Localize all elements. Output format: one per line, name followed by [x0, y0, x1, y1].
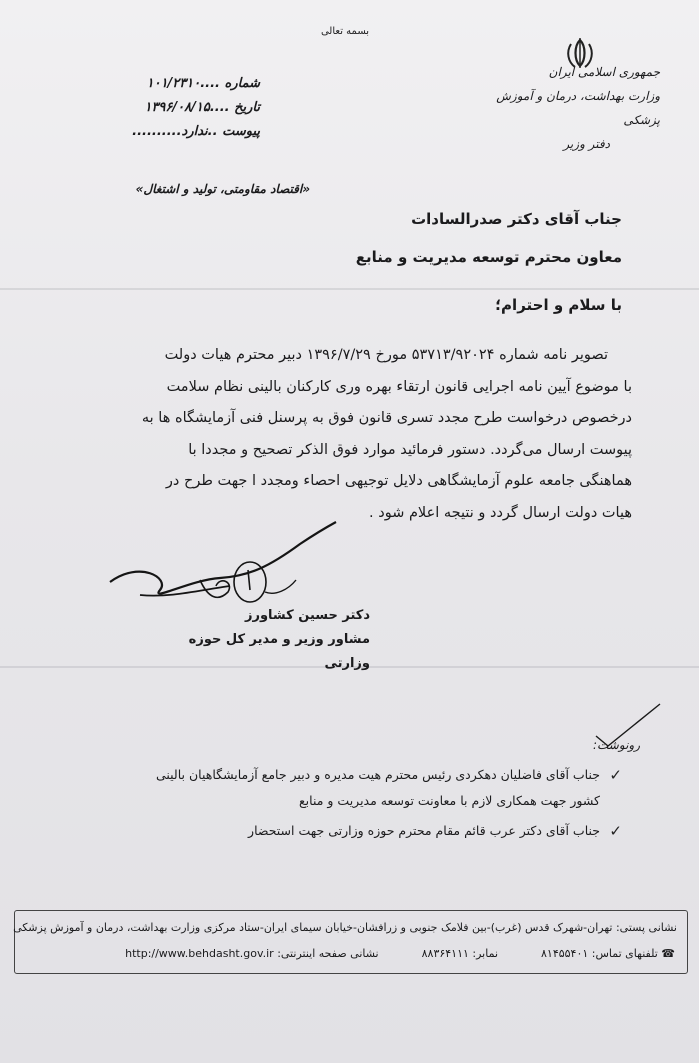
- letter-body: [62, 340, 632, 529]
- phone-icon: ☎: [661, 947, 675, 960]
- check-icon: ✓: [609, 766, 622, 784]
- footer-contacts: [25, 947, 675, 960]
- slogan: «اقتصاد مقاومتی، تولید و اشتغال»: [135, 182, 310, 196]
- phone-label: تلفنهای تماس:: [591, 947, 658, 960]
- signature-block: [150, 604, 370, 676]
- copy-item: [60, 762, 622, 814]
- footer-address: نشانی پستی: تهران-شهرک قدس (غرب)-بین فلامک جنوبی و زرافشان-خیابان سیمای ایران-ستاد مرکزی وزارت بهداشت، درمان و آموزش پزشکی: [13, 921, 677, 934]
- signer-title: مشاور وزیر و مدیر کل حوزه وزارتی: [188, 632, 370, 671]
- copy-item-line: جناب آقای دکتر عرب قائم مقام محترم حوزه وزارتی جهت استحضار: [248, 823, 600, 838]
- copy-item: [60, 818, 622, 844]
- body-line: درخصوص درخواست طرح مجدد تسری قانون فوق به پرسنل فنی آزمایشگاه ها به: [141, 410, 632, 426]
- ministry-letterhead: [470, 60, 660, 156]
- ministry-line: دفتر وزیر: [563, 137, 610, 151]
- copy-item-line: کشور جهت همکاری لازم با معاونت توسعه مدیریت و منابع: [299, 793, 600, 808]
- besmele-heading: بسمه تعالی: [320, 26, 370, 37]
- body-line: هماهنگی جامعه علوم آزمایشگاهی دلایل توجیهی احصاء ومجدد ا جهت طرح در: [165, 473, 632, 489]
- body-line: با موضوع آیین نامه اجرایی قانون ارتقاء بهره وری کارکنان بالینی نظام سلامت: [166, 378, 632, 395]
- fax-label: نمابر:: [472, 947, 498, 960]
- copies-heading: رونوشت:: [592, 738, 640, 752]
- check-icon: ✓: [609, 822, 622, 840]
- signer-name: دکتر حسین کشاورز: [245, 608, 370, 623]
- website-link[interactable]: http://www.behdasht.gov.ir: [125, 947, 274, 960]
- ministry-line: وزارت بهداشت، درمان و آموزش پزشکی: [496, 89, 660, 127]
- phone-number: ۸۱۴۵۵۴۰۱: [541, 947, 589, 960]
- greeting: با سلام و احترام؛: [495, 296, 622, 314]
- fax-number: ۸۸۳۶۴۱۱۱: [421, 947, 469, 960]
- ministry-line: جمهوری اسلامی ایران: [548, 65, 660, 79]
- footer-address-box: [14, 910, 688, 974]
- paper-fold: [0, 288, 699, 290]
- copy-item-line: جناب آقای فاضلیان دهکردی رئیس محترم هیت مدیره و دبیر جامع آزمایشگاهیان بالینی: [155, 767, 600, 782]
- body-line: هیات دولت ارسال گردد و نتیجه اعلام شود .: [369, 504, 632, 521]
- body-line: تصویر نامه شماره ۵۳۷۱۳/۹۲۰۲۴ مورخ ۱۳۹۶/۷/۲۹ دبیر محترم هیات دولت: [164, 347, 608, 363]
- recipient-title: معاون محترم توسعه مدیریت و منابع: [355, 248, 622, 266]
- recipient-block: [300, 200, 622, 276]
- meta-attachment: پیوست ..ندارد..........: [132, 124, 260, 139]
- copies-list: [60, 762, 622, 844]
- recipient-name: جناب آقای دکتر صدرالسادات: [411, 210, 622, 228]
- body-line: پیوست ارسال می‌گردد. دستور فرمائید موارد فوق الذکر تصحیح و مجددا با: [188, 441, 632, 458]
- web-label: نشانی صفحه اینترنتی:: [277, 947, 379, 960]
- letter-meta: [60, 72, 260, 144]
- meta-number: شماره ....۱۰۱/۲۳۱۰: [146, 76, 260, 91]
- meta-date: تاریخ ....۱۳۹۶/۰۸/۱۵: [144, 100, 260, 115]
